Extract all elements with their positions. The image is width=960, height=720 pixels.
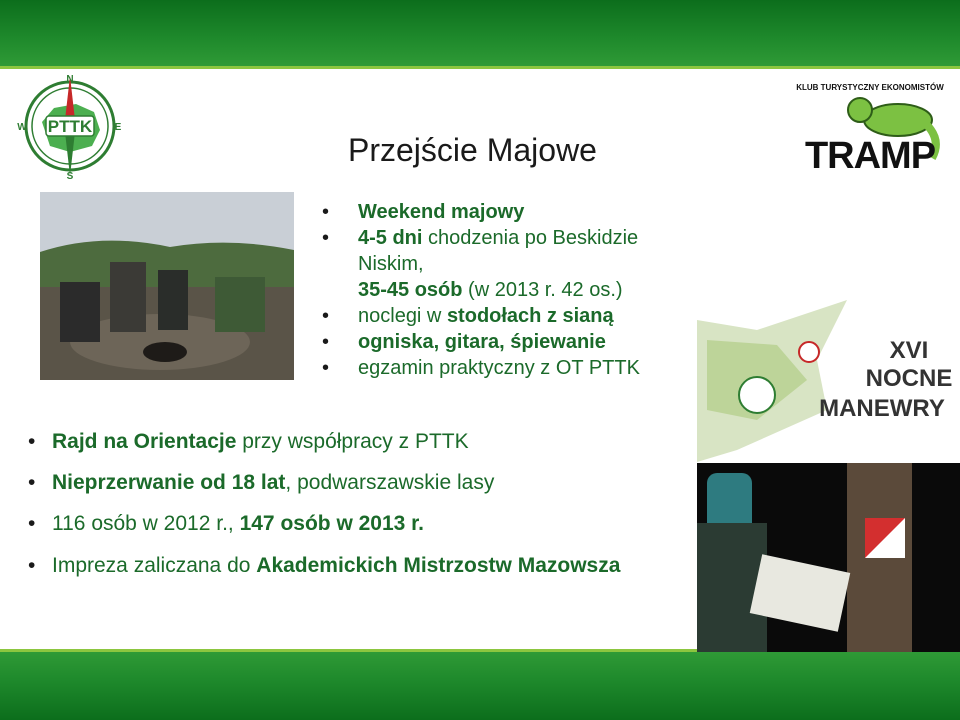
- night-orienteering-photo: [697, 463, 960, 652]
- tramp-logo: [790, 80, 950, 190]
- slide-title: Przejście Majowe: [348, 132, 597, 168]
- orienteering-list: [28, 428, 728, 580]
- event-details-list: [322, 199, 692, 381]
- list-item-championship: • Impreza zaliczana do Akademickich Mistrzostw Mazowsza: [28, 552, 728, 580]
- list-item-exam: • egzamin praktyczny z OT PTTK: [322, 355, 692, 381]
- top-bar: [0, 0, 960, 66]
- list-item-lodging: • noclegi w stodołach z sianą: [322, 303, 692, 329]
- compass-w: W: [17, 122, 27, 133]
- pttk-logo-text: PTTK: [47, 117, 93, 136]
- list-item-weekend: • Weekend majowy: [322, 199, 692, 225]
- list-item-days: • 4-5 dni chodzenia po Beskidzie Niskim, 35-45 osób (w 2013 r. 42 os.): [322, 225, 692, 303]
- campfire-photo: [40, 192, 294, 380]
- list-item-campfire: • ogniska, gitara, śpiewanie: [322, 329, 692, 355]
- list-item-rally: • Rajd na Orientacje przy współpracy z PTTK: [28, 428, 728, 456]
- list-item-years: • Nieprzerwanie od 18 lat, podwarszawskie lasy: [28, 469, 728, 497]
- compass-e: E: [114, 122, 122, 133]
- list-item-attendance: • 116 osób w 2012 r., 147 osób w 2013 r.: [28, 510, 728, 538]
- tramp-logo-text: TRAMP: [804, 135, 936, 177]
- pttk-logo: [14, 70, 126, 182]
- compass-n: N: [66, 74, 74, 85]
- top-bar-accent: [0, 66, 960, 69]
- nocne-manewry-map: [697, 300, 960, 462]
- tramp-logo-top: KLUB TURYSTYCZNY EKONOMISTÓW: [796, 83, 944, 92]
- compass-s: S: [66, 171, 74, 182]
- nocne-line3: MANEWRY: [819, 395, 945, 422]
- nocne-line2: NOCNE: [865, 365, 953, 392]
- nocne-line1: XVI: [889, 337, 929, 364]
- bottom-bar: [0, 652, 960, 720]
